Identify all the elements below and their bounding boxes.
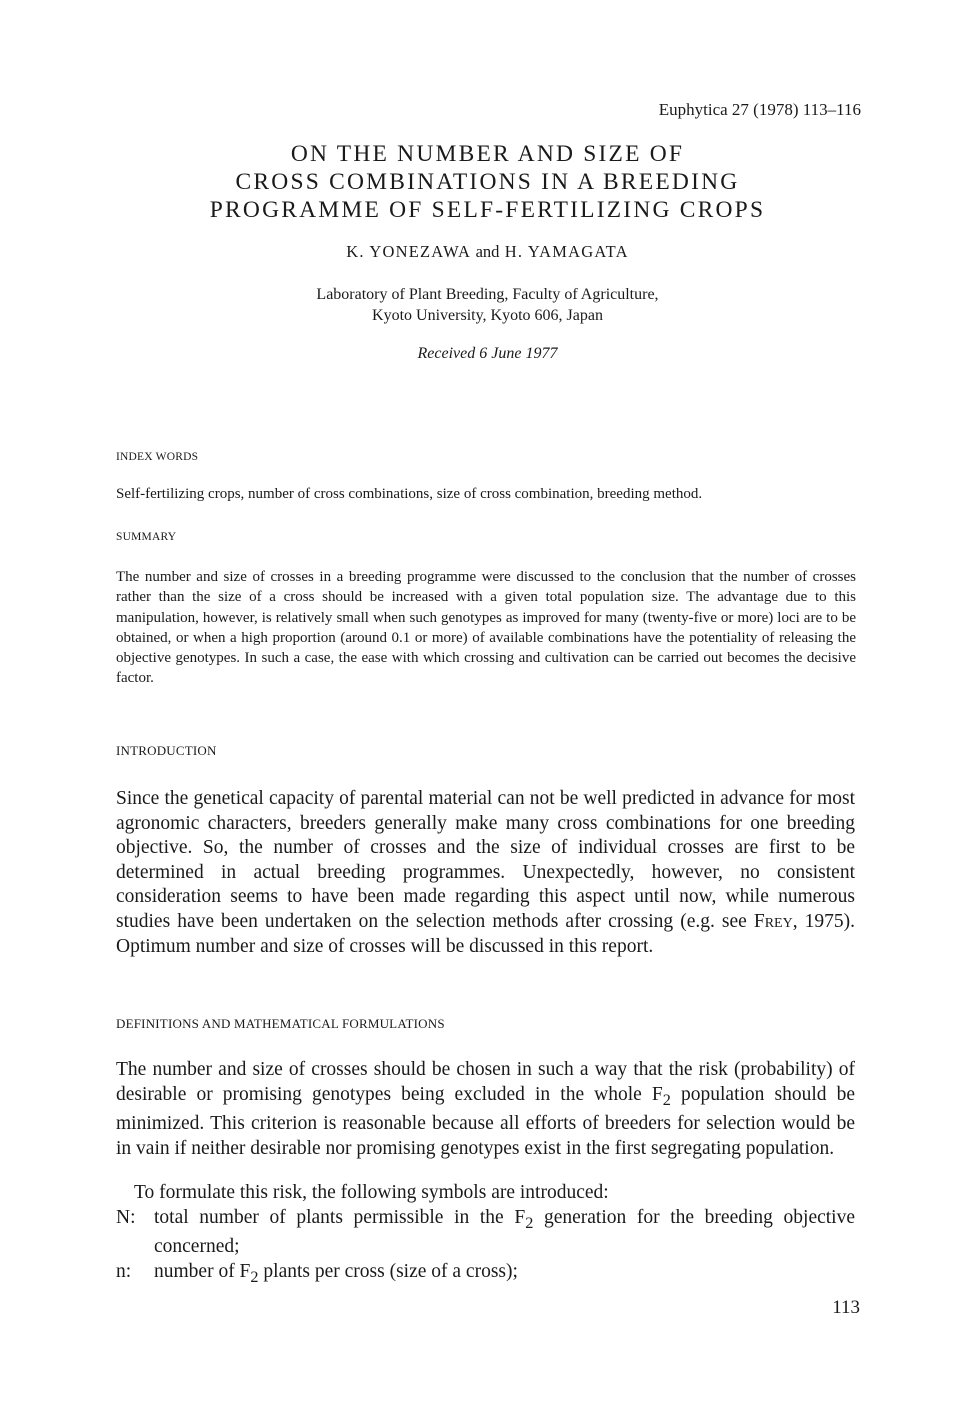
definitions-text-part: population should be minimized. This criterion is reasonable because all efforts of breeders for selection would be in vain if neither desirable nor promising genotypes exist in the first segregating population. bbox=[116, 1083, 855, 1159]
citation-author: Frey bbox=[753, 910, 793, 932]
introduction-text-part: Since the genetical capacity of parental material can not be well predicted in advance for most agronomic characters, breeders generally make many cross combinations for one breeding objective. So, the number of crosses and the size of individual crosses are first to be determined in actual breeding programmes. Unexpectedly, however, no consistent consideration seems to have been made regarding this aspect until now, while numerous studies have been undertaken on the selection methods after crossing (e.g. see bbox=[116, 788, 855, 932]
symbol-label: n: bbox=[116, 1261, 132, 1283]
paper-title bbox=[100, 140, 875, 224]
index-words-text: Self-fertilizing crops, number of cross combinations, size of cross combination, breeding method. bbox=[116, 486, 703, 502]
symbol-text-part: total number of plants permissible in the F bbox=[154, 1207, 526, 1228]
symbol-text-part: plants per cross (size of a cross); bbox=[258, 1261, 518, 1283]
symbol-list bbox=[116, 1206, 855, 1290]
subscript: 2 bbox=[525, 1213, 534, 1232]
symbol-text-part: number of F bbox=[154, 1261, 251, 1283]
symbol-label: N: bbox=[116, 1207, 136, 1228]
subscript: 2 bbox=[662, 1090, 671, 1109]
summary-heading: SUMMARY bbox=[116, 531, 177, 543]
subscript: 2 bbox=[250, 1267, 259, 1286]
definitions-heading: DEFINITIONS AND MATHEMATICAL FORMULATIONS bbox=[116, 1016, 445, 1031]
affiliation-line: Kyoto University, Kyoto 606, Japan bbox=[372, 307, 603, 324]
definitions-text-part: The number and size of crosses should be chosen in such a way that the risk (probability) of desirable or promising genotypes being excluded in the whole F bbox=[116, 1059, 855, 1105]
index-words-heading: INDEX WORDS bbox=[116, 451, 199, 463]
affiliation-line: Laboratory of Plant Breeding, Faculty of Agriculture, bbox=[316, 286, 659, 303]
introduction-text-part: , 1975). Optimum number and size of crosses will be discussed in this report. bbox=[116, 910, 856, 957]
symbol-description bbox=[154, 1260, 855, 1289]
definitions-paragraph bbox=[116, 1058, 855, 1161]
introduction-text bbox=[116, 787, 855, 959]
authors bbox=[100, 242, 875, 262]
affiliation bbox=[100, 284, 875, 326]
symbol-definition bbox=[116, 1206, 855, 1260]
symbol-description bbox=[154, 1206, 855, 1260]
title-line: CROSS COMBINATIONS IN A BREEDING bbox=[235, 169, 740, 195]
page-number: 113 bbox=[832, 1297, 860, 1318]
symbol-text-part: generation for the breeding objective concerned; bbox=[154, 1207, 855, 1258]
title-line: ON THE NUMBER AND SIZE OF bbox=[290, 141, 685, 167]
author-name: K. YONEZAWA bbox=[346, 242, 471, 261]
journal-reference: Euphytica 27 (1978) 113–116 bbox=[658, 100, 861, 119]
definitions-intro-line: To formulate this risk, the following symbols are introduced: bbox=[134, 1182, 609, 1203]
symbol-definition bbox=[116, 1260, 855, 1289]
summary-text: The number and size of crosses in a breeding programme were discussed to the conclusion that the number of crosses rather than the size of a cross should be increased with a given total population size. The advantage due to this manipulation, however, is relatively small when such genotypes as improved for many (twenty-five or more) loci are to be obtained, or when a high proportion (around 0.1 or more) of available combinations have the potentiality of releasing the objective genotypes. In such a case, the ease with which crossing and cultivation can be carried out becomes the decisive factor. bbox=[116, 569, 856, 687]
received-date: Received 6 June 1977 bbox=[417, 345, 558, 362]
author-conjunction: and bbox=[475, 242, 500, 261]
title-line: PROGRAMME OF SELF-FERTILIZING CROPS bbox=[209, 197, 766, 223]
introduction-heading: INTRODUCTION bbox=[116, 743, 217, 758]
author-name: H. YAMAGATA bbox=[504, 242, 629, 261]
